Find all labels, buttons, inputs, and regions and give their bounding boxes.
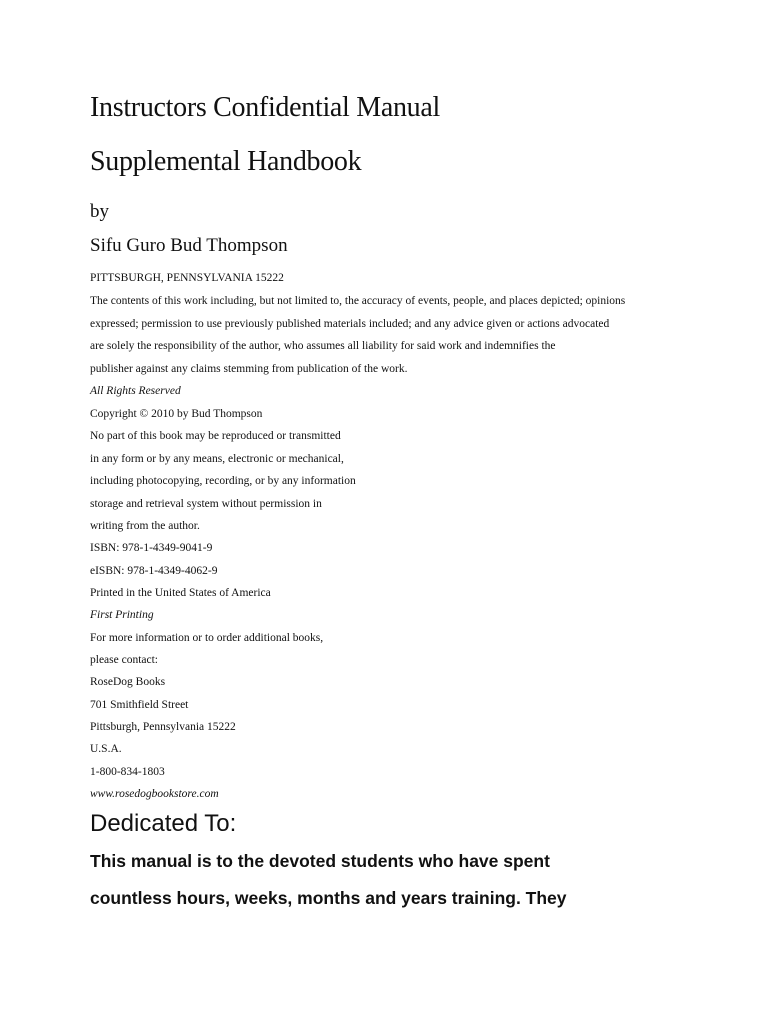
reproduction-line: storage and retrieval system without permission in bbox=[90, 498, 322, 510]
disclaimer-line: are solely the responsibility of the author, who assumes all liability for said work and indemnifies the bbox=[90, 340, 556, 352]
publisher-phone: 1-800-834-1803 bbox=[90, 766, 165, 778]
contact-intro-line: For more information or to order additional books, bbox=[90, 632, 324, 644]
isbn: ISBN: 978-1-4349-9041-9 bbox=[90, 542, 213, 554]
publisher-country: U.S.A. bbox=[90, 743, 122, 755]
publisher-website: www.rosedogbookstore.com bbox=[90, 788, 219, 800]
publisher-name: RoseDog Books bbox=[90, 676, 166, 688]
rights-reserved: All Rights Reserved bbox=[90, 385, 181, 397]
dedication-line: countless hours, weeks, months and years training. They bbox=[90, 888, 567, 908]
title-line-1: Instructors Confidential Manual bbox=[90, 92, 440, 123]
byline-by: by bbox=[90, 201, 109, 222]
imprint-location: PITTSBURGH, PENNSYLVANIA 15222 bbox=[90, 272, 284, 284]
publisher-city: Pittsburgh, Pennsylvania 15222 bbox=[90, 721, 236, 733]
reproduction-line: in any form or by any means, electronic or mechanical, bbox=[90, 453, 344, 465]
publisher-street: 701 Smithfield Street bbox=[90, 699, 189, 711]
reproduction-line: No part of this book may be reproduced or transmitted bbox=[90, 430, 341, 442]
author-name: Sifu Guro Bud Thompson bbox=[90, 235, 288, 256]
disclaimer-line: publisher against any claims stemming from publication of the work. bbox=[90, 363, 408, 375]
disclaimer-line: The contents of this work including, but not limited to, the accuracy of events, people, and places depicted; opinions bbox=[90, 295, 626, 307]
reproduction-line: including photocopying, recording, or by any information bbox=[90, 475, 356, 487]
disclaimer-line: expressed; permission to use previously published materials included; and any advice given or actions advocated bbox=[90, 318, 610, 330]
dedication-heading: Dedicated To: bbox=[90, 810, 237, 837]
title-line-2: Supplemental Handbook bbox=[90, 146, 362, 177]
copyright-notice: Copyright © 2010 by Bud Thompson bbox=[90, 408, 263, 420]
contact-intro-line: please contact: bbox=[90, 654, 159, 666]
eisbn: eISBN: 978-1-4349-4062-9 bbox=[90, 565, 218, 577]
printed-in: Printed in the United States of America bbox=[90, 587, 271, 599]
reproduction-line: writing from the author. bbox=[90, 520, 200, 532]
dedication-line: This manual is to the devoted students who have spent bbox=[90, 851, 550, 871]
printing-edition: First Printing bbox=[90, 609, 154, 621]
